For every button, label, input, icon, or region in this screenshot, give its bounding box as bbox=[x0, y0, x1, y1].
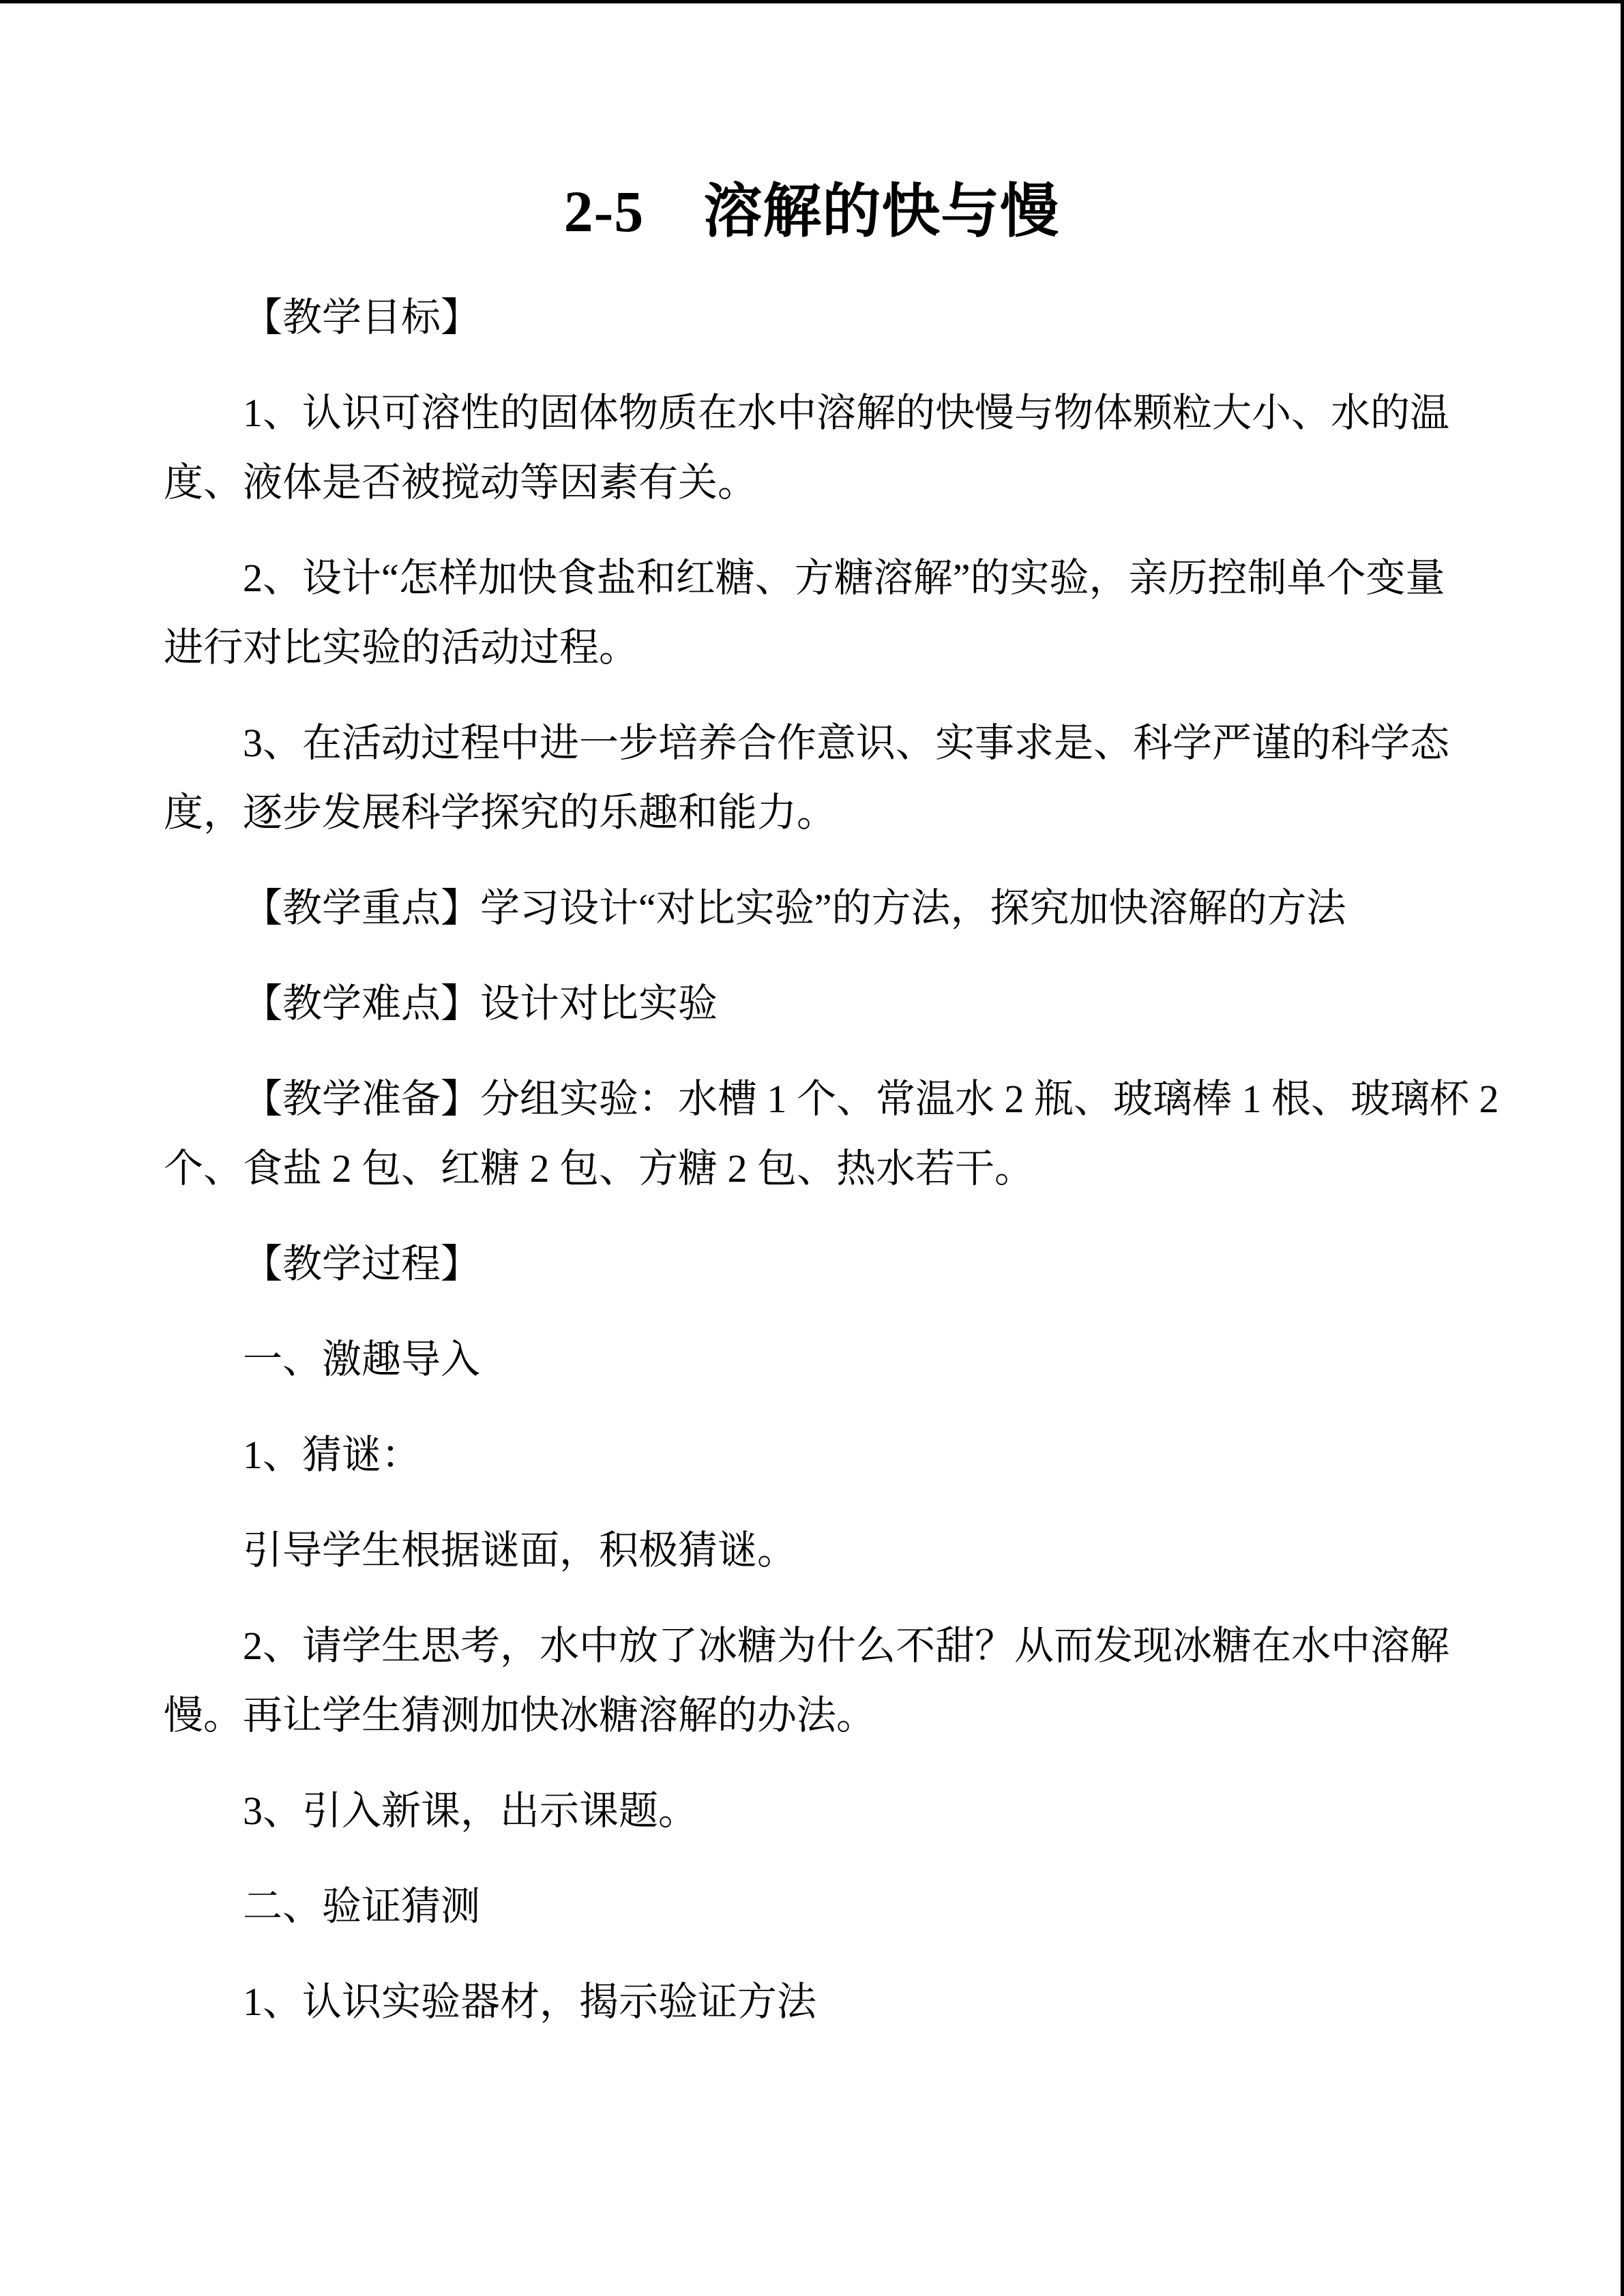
text-line: 【教学难点】设计对比实验 bbox=[243, 981, 718, 1026]
page-right-border bbox=[1621, 0, 1624, 2296]
document bbox=[164, 0, 1499, 2037]
text-line: 二、验证猜测 bbox=[243, 1884, 481, 1928]
text-line: 引导学生根据谜面，积极猜谜。 bbox=[243, 1528, 797, 1572]
text-line: 1、认识实验器材，揭示验证方法 bbox=[243, 1980, 817, 2024]
text-line: 度，逐步发展科学探究的乐趣和能力。 bbox=[164, 790, 837, 835]
text-line: 【教学过程】 bbox=[243, 1242, 481, 1286]
text-line: 【教学准备】分组实验：水槽 1 个、常温水 2 瓶、玻璃棒 1 根、玻璃杯 2 bbox=[243, 1077, 1499, 1121]
text-line: 【教学目标】 bbox=[243, 295, 481, 340]
text-line: 一、激趣导入 bbox=[243, 1337, 481, 1382]
text-line: 1、猜谜： bbox=[243, 1433, 422, 1477]
text-line: 进行对比实验的活动过程。 bbox=[164, 625, 639, 670]
text-line: 1、认识可溶性的固体物质在水中溶解的快慢与物体颗粒大小、水的温 bbox=[243, 391, 1450, 435]
text-line: 慢。再让学生猜测加快冰糖溶解的办法。 bbox=[164, 1693, 876, 1738]
text-line: 度、液体是否被搅动等因素有关。 bbox=[164, 460, 758, 505]
text-line: 【教学重点】学习设计“对比实验”的方法，探究加快溶解的方法 bbox=[243, 886, 1346, 930]
text-line: 2、设计“怎样加快食盐和红糖、方糖溶解”的实验，亲历控制单个变量 bbox=[243, 556, 1445, 600]
document-title: 2-5 溶解的快与慢 bbox=[563, 179, 1060, 244]
text-line: 3、在活动过程中进一步培养合作意识、实事求是、科学严谨的科学态 bbox=[243, 721, 1450, 765]
text-line: 个、食盐 2 包、红糖 2 包、方糖 2 包、热水若干。 bbox=[164, 1146, 1035, 1191]
document-body bbox=[164, 283, 1499, 2037]
text-line: 2、请学生思考，水中放了冰糖为什么不甜？从而发现冰糖在水中溶解 bbox=[243, 1624, 1450, 1668]
text-line: 3、引入新课，出示课题。 bbox=[243, 1789, 698, 1833]
